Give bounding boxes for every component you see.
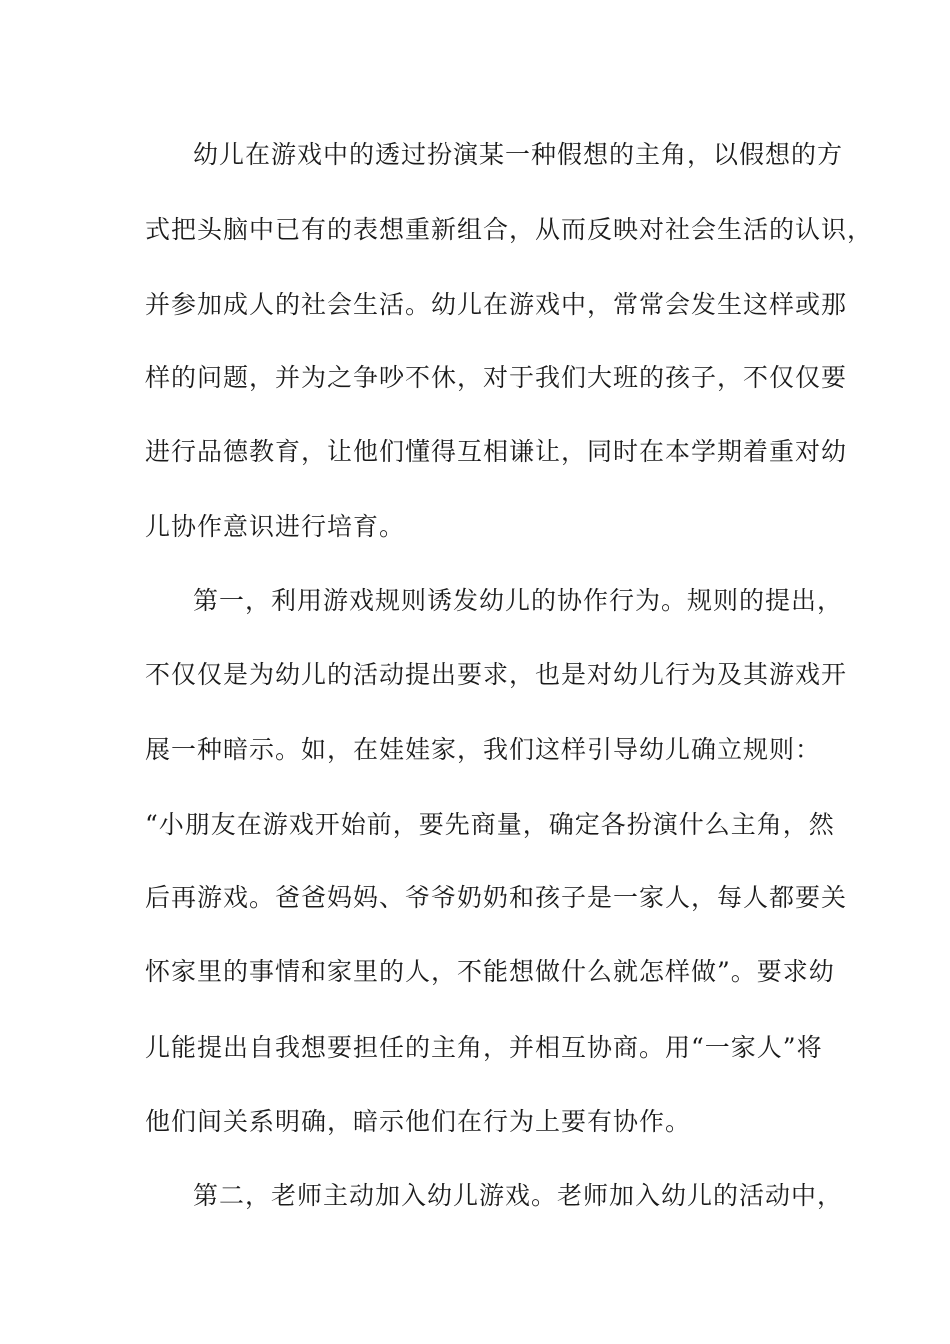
paragraph-1-line-3: 并参加成人的社会生活。幼儿在游戏中，常常会发生这样或那 — [145, 290, 848, 319]
paragraph-1-line-2: 式把头脑中已有的表想重新组合，从而反映对社会生活的认识， — [145, 215, 874, 244]
paragraph-2-line-2: 不仅仅是为幼儿的活动提出要求，也是对幼儿行为及其游戏开 — [145, 660, 848, 689]
paragraph-2-line-1: 第一，利用游戏规则诱发幼儿的协作行为。规则的提出， — [193, 586, 844, 615]
paragraph-2-line-3: 展一种暗示。如，在娃娃家，我们这样引导幼儿确立规则： — [145, 735, 822, 764]
paragraph-1-line-5: 进行品德教育，让他们懂得互相谦让，同时在本学期着重对幼 — [145, 437, 848, 466]
paragraph-2-line-7: 儿能提出自我想要担任的主角，并相互协商。用“一家人”将 — [145, 1033, 823, 1062]
paragraph-2-line-4: “小朋友在游戏开始前，要先商量，确定各扮演什么主角，然 — [145, 810, 835, 839]
paragraph-1-line-1: 幼儿在游戏中的透过扮演某一种假想的主角，以假想的方 — [193, 140, 844, 169]
paragraph-2-line-6: 怀家里的事情和家里的人，不能想做什么就怎样做”。要求幼 — [145, 957, 835, 986]
paragraph-1-line-6: 儿协作意识进行培育。 — [145, 512, 406, 541]
paragraph-1-line-4: 样的问题，并为之争吵不休，对于我们大班的孩子，不仅仅要 — [145, 363, 848, 392]
paragraph-3-line-1: 第二，老师主动加入幼儿游戏。老师加入幼儿的活动中， — [193, 1181, 844, 1210]
paragraph-2-line-5: 后再游戏。爸爸妈妈、爷爷奶奶和孩子是一家人，每人都要关 — [145, 883, 848, 912]
paragraph-2-line-8: 他们间关系明确，暗示他们在行为上要有协作。 — [145, 1107, 692, 1136]
